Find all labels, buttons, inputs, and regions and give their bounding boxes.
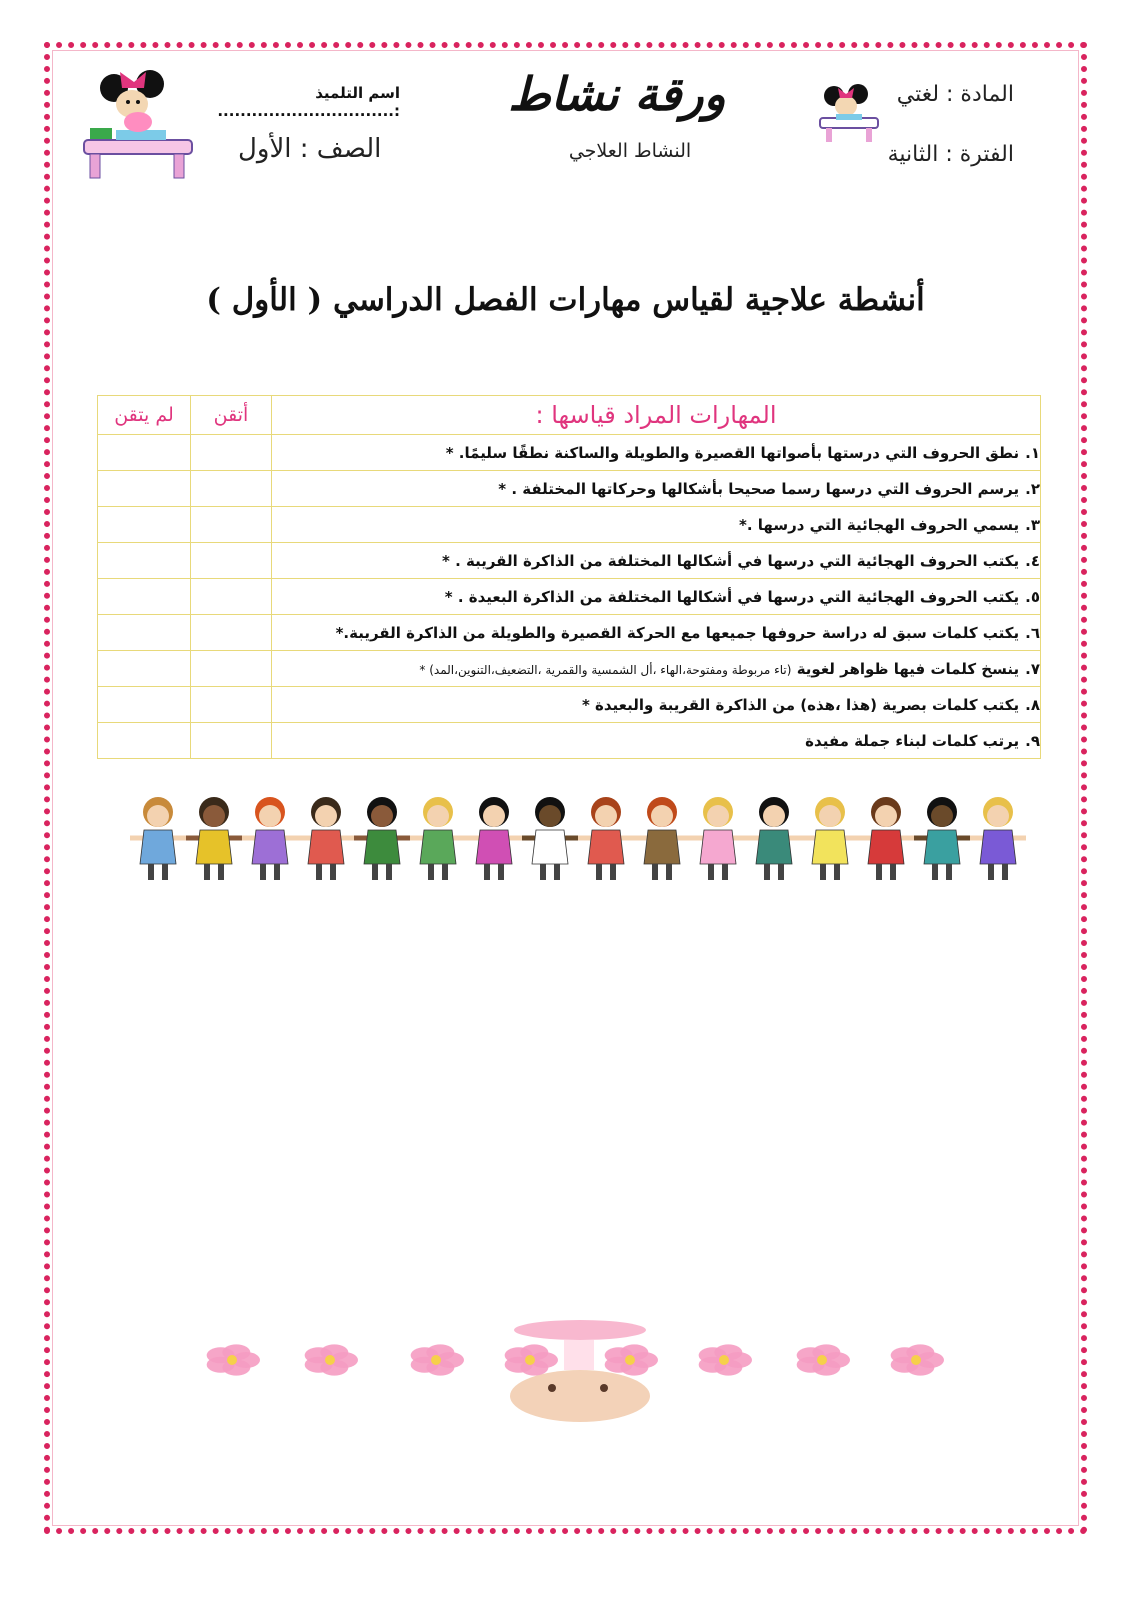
table-row — [98, 615, 1041, 651]
grade-label: الصف : الأول — [238, 134, 382, 164]
mastered-check-cell[interactable] — [191, 507, 272, 543]
child-figure — [354, 797, 410, 880]
decorative-inner-border — [52, 50, 1079, 1526]
mastered-check-cell[interactable] — [191, 471, 272, 507]
mastered-column-header: أتقن — [191, 396, 272, 435]
skill-text: ينسخ كلمات فيها ظواهر لغوية — [796, 659, 1020, 678]
child-figure — [578, 797, 634, 880]
worksheet-title — [482, 60, 752, 132]
skill-number: ٥. — [1025, 587, 1040, 606]
child-figure — [186, 797, 242, 880]
table-row — [98, 651, 1041, 687]
mastered-check-cell[interactable] — [191, 723, 272, 759]
worksheet-title-text: ورقة نشاط — [508, 67, 726, 121]
flower-icon — [605, 1344, 658, 1375]
skill-cell — [272, 579, 1041, 615]
skill-column-header: المهارات المراد قياسها : — [272, 396, 1041, 435]
period-label: الفترة : الثانية — [887, 142, 1014, 167]
skill-text: يكتب الحروف الهجائية التي درسها في أشكالها المختلفة من الذاكرة البعيدة . * — [444, 587, 1020, 606]
flowers-decoration-icon — [190, 1316, 970, 1426]
child-figure — [298, 797, 354, 880]
skill-cell — [272, 435, 1041, 471]
table-row — [98, 579, 1041, 615]
child-figure — [466, 797, 522, 880]
skill-cell — [272, 543, 1041, 579]
flower-icon — [699, 1344, 752, 1375]
skill-text: يكتب كلمات سبق له دراسة حروفها جميعها مع الحركة القصيرة والطويلة من الذاكرة القريبة.* — [335, 623, 1020, 642]
skill-note: (تاء مربوطة ومفتوحة،الهاء ،أل الشمسية والقمرية ،التضعيف،التنوين،المد) * — [419, 662, 792, 677]
child-figure — [634, 797, 690, 880]
table-row — [98, 687, 1041, 723]
skill-number: ٦. — [1025, 623, 1040, 642]
skill-cell — [272, 615, 1041, 651]
skill-text: نطق الحروف التي درستها بأصواتها القصيرة والطويلة والساكنة نطقًا سليمًا. * — [445, 443, 1020, 462]
skill-text: يرسم الحروف التي درسها رسما صحيحا بأشكالها وحركاتها المختلفة . * — [498, 479, 1020, 498]
flower-icon — [797, 1344, 850, 1375]
skill-text: يرتب كلمات لبناء جملة مفيدة — [805, 731, 1020, 750]
skill-number: ٩. — [1025, 731, 1040, 750]
child-figure — [858, 797, 914, 880]
not-mastered-check-cell[interactable] — [98, 651, 191, 687]
table-header-row — [98, 396, 1041, 435]
child-figure — [970, 797, 1026, 880]
mastered-check-cell[interactable] — [191, 435, 272, 471]
flower-icon — [891, 1344, 944, 1375]
activity-subtitle: النشاط العلاجي — [568, 140, 692, 162]
not-mastered-check-cell[interactable] — [98, 723, 191, 759]
table-row — [98, 507, 1041, 543]
table-row — [98, 723, 1041, 759]
skill-number: ٤. — [1025, 551, 1040, 570]
table-row — [98, 435, 1041, 471]
child-figure — [522, 797, 578, 880]
skill-cell — [272, 687, 1041, 723]
flower-icon — [411, 1344, 464, 1375]
mastered-check-cell[interactable] — [191, 651, 272, 687]
cartoon-mouse-small-icon — [812, 84, 886, 146]
skill-number: ٨. — [1025, 695, 1040, 714]
child-figure — [746, 797, 802, 880]
skill-cell — [272, 507, 1041, 543]
skill-text: يسمي الحروف الهجائية التي درسها .* — [739, 515, 1020, 534]
skill-cell — [272, 723, 1041, 759]
child-figure — [242, 797, 298, 880]
skill-number: ٣. — [1025, 515, 1040, 534]
flower-icon — [207, 1344, 260, 1375]
page-heading: أنشطة علاجية لقياس مهارات الفصل الدراسي ( الأول ) — [206, 282, 925, 318]
mastered-check-cell[interactable] — [191, 615, 272, 651]
not-mastered-column-header: لم يتقن — [98, 396, 191, 435]
table-row — [98, 543, 1041, 579]
child-figure — [410, 797, 466, 880]
mastered-check-cell[interactable] — [191, 687, 272, 723]
skill-text: يكتب كلمات بصرية (هذا ،هذه) من الذاكرة القريبة والبعيدة * — [581, 695, 1020, 714]
subject-label: المادة : لغتي — [896, 82, 1014, 107]
child-figure — [690, 797, 746, 880]
not-mastered-check-cell[interactable] — [98, 687, 191, 723]
cartoon-mouse-desk-icon — [80, 70, 196, 180]
student-name-field[interactable]: اسم التلميذ :............................... — [217, 84, 400, 120]
mastered-check-cell[interactable] — [191, 543, 272, 579]
flower-icon — [305, 1344, 358, 1375]
not-mastered-check-cell[interactable] — [98, 507, 191, 543]
flower-icon — [505, 1344, 558, 1375]
not-mastered-check-cell[interactable] — [98, 435, 191, 471]
skill-number: ٢. — [1025, 479, 1040, 498]
mastered-check-cell[interactable] — [191, 579, 272, 615]
table-row — [98, 471, 1041, 507]
not-mastered-check-cell[interactable] — [98, 579, 191, 615]
child-figure — [130, 797, 186, 880]
children-holding-hands-icon — [130, 792, 1030, 887]
child-figure — [802, 797, 858, 880]
not-mastered-check-cell[interactable] — [98, 471, 191, 507]
skill-number: ١. — [1025, 443, 1040, 462]
skill-text: يكتب الحروف الهجائية التي درسها في أشكالها المختلفة من الذاكرة القريبة . * — [442, 551, 1020, 570]
teddy-bear-icon — [510, 1370, 650, 1422]
not-mastered-check-cell[interactable] — [98, 615, 191, 651]
not-mastered-check-cell[interactable] — [98, 543, 191, 579]
skills-table — [97, 395, 1041, 759]
skill-cell — [272, 471, 1041, 507]
skill-cell — [272, 651, 1041, 687]
child-figure — [914, 797, 970, 880]
skill-number: ٧. — [1025, 659, 1040, 678]
